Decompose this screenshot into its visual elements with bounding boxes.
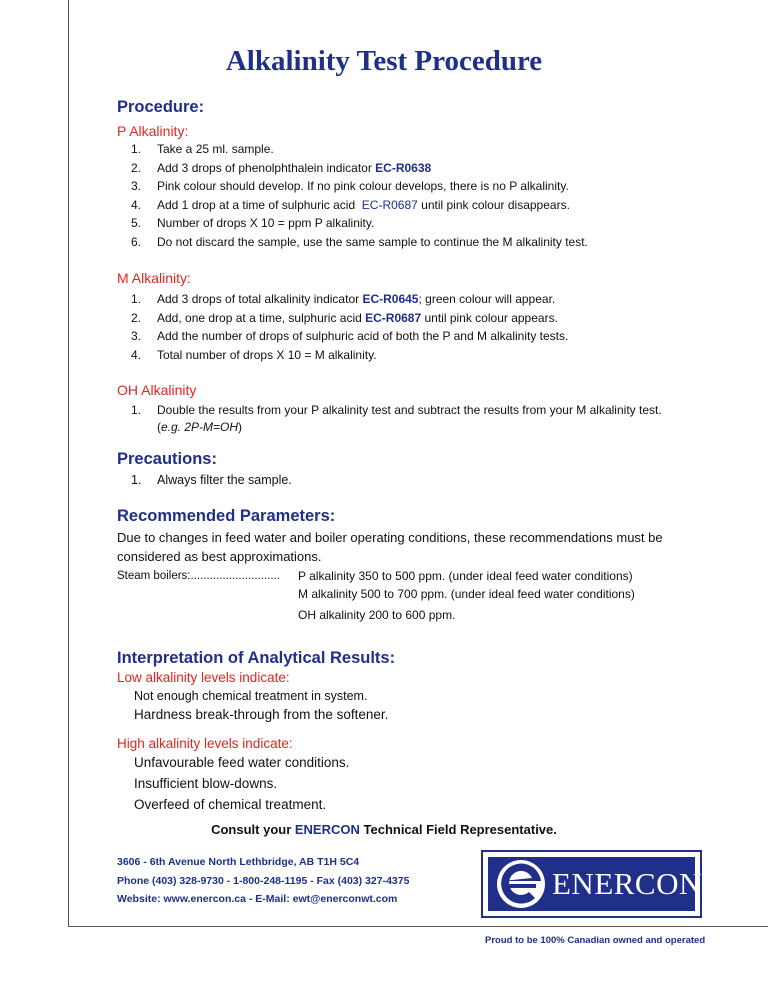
step-number: 4. bbox=[131, 197, 142, 212]
page-title: Alkalinity Test Procedure bbox=[225, 45, 543, 77]
footer-tagline: Proud to be 100% Canadian owned and operated bbox=[485, 935, 706, 946]
list-item bbox=[131, 471, 292, 490]
list-item bbox=[131, 346, 568, 365]
logo-background bbox=[488, 857, 702, 911]
recommended-heading: Recommended Parameters: bbox=[117, 507, 336, 525]
recommended-intro: Due to changes in feed water and boiler operating conditions, these recommendations must be considered as best approximations. bbox=[117, 530, 663, 564]
step-text: Add 3 drops of total alkalinity indicator bbox=[157, 292, 363, 306]
p-alkalinity-steps bbox=[131, 140, 588, 252]
step-text: until pink colour disappears. bbox=[417, 197, 570, 212]
consult-line bbox=[0, 822, 768, 837]
low-alkalinity-item: Hardness break-through from the softener. bbox=[134, 707, 389, 722]
product-code: EC-R0687 bbox=[361, 197, 418, 212]
p-alkalinity-range: P alkalinity 350 to 500 ppm. (under ideal feed water conditions) bbox=[298, 569, 633, 583]
consult-text: Technical Field Representative. bbox=[359, 822, 557, 837]
step-number: 2. bbox=[131, 310, 142, 325]
list-item bbox=[131, 233, 588, 252]
step-number: 1. bbox=[131, 473, 142, 487]
list-item bbox=[131, 159, 588, 178]
step-number: 5. bbox=[131, 216, 142, 231]
oh-alkalinity-steps bbox=[131, 402, 662, 436]
list-item bbox=[131, 140, 588, 159]
step-text: ; green colour will appear. bbox=[418, 292, 556, 306]
list-item bbox=[131, 290, 568, 309]
step-text: until pink colour appears. bbox=[421, 310, 558, 325]
example-paren: ( bbox=[157, 420, 161, 434]
step-number: 1. bbox=[131, 142, 142, 156]
step-number: 3. bbox=[131, 179, 142, 194]
m-alkalinity-range: M alkalinity 500 to 700 ppm. (under ideal feed water conditions) bbox=[298, 587, 635, 601]
precautions-heading: Precautions: bbox=[117, 450, 217, 468]
list-item bbox=[131, 196, 588, 215]
example-formula: e.g. 2P-M=OH bbox=[161, 420, 239, 434]
step-text: Add 1 drop at a time of sulphuric acid bbox=[157, 197, 362, 212]
step-number: 3. bbox=[131, 329, 142, 344]
high-alkalinity-item: Overfeed of chemical treatment. bbox=[134, 797, 327, 812]
step-text: Double the results from your P alkalinity test and subtract the results from your M alkalinity test. bbox=[157, 403, 662, 417]
low-alkalinity-heading: Low alkalinity levels indicate: bbox=[117, 670, 290, 685]
step-text: Always filter the sample. bbox=[157, 473, 292, 487]
step-text: Add 3 drops of phenolphthalein indicator bbox=[157, 160, 376, 175]
steam-boilers-label: Steam boilers:............................ bbox=[117, 570, 280, 582]
procedure-heading: Procedure: bbox=[117, 98, 205, 116]
step-text: Add, one drop at a time, sulphuric acid bbox=[157, 310, 366, 325]
step-text: Pink colour should develop. If no pink colour develops, there is no P alkalinity. bbox=[157, 179, 569, 194]
high-alkalinity-item: Unfavourable feed water conditions. bbox=[134, 755, 350, 770]
product-code: EC-R0645 bbox=[362, 292, 419, 306]
step-text: Take a 25 ml. sample. bbox=[157, 142, 274, 156]
high-alkalinity-heading: High alkalinity levels indicate: bbox=[117, 736, 293, 751]
consult-brand: ENERCON bbox=[294, 822, 360, 837]
example-paren: ) bbox=[238, 420, 243, 434]
low-alkalinity-item: Not enough chemical treatment in system. bbox=[134, 689, 368, 703]
precautions-list bbox=[131, 471, 292, 490]
step-text: Add the number of drops of sulphuric acid of both the P and M alkalinity tests. bbox=[157, 329, 569, 344]
step-number: 4. bbox=[131, 347, 142, 362]
step-number: 1. bbox=[131, 292, 142, 306]
contact-web: Website: www.enercon.ca - E-Mail: ewt@enerconwt.com bbox=[117, 893, 398, 905]
list-item bbox=[131, 309, 568, 328]
enercon-logo bbox=[481, 850, 702, 918]
consult-text: Consult your bbox=[211, 822, 295, 837]
step-text: Number of drops X 10 = ppm P alkalinity. bbox=[157, 216, 375, 231]
product-code: EC-R0687 bbox=[365, 310, 422, 325]
step-number: 1. bbox=[131, 403, 142, 417]
bottom-border-line bbox=[68, 926, 768, 927]
step-number: 2. bbox=[131, 160, 142, 175]
logo-wordmark: ENERCON bbox=[552, 866, 702, 901]
contact-phone: Phone (403) 328-9730 - 1-800-248-1195 - Fax (403) 327-4375 bbox=[117, 875, 410, 887]
oh-alkalinity-range: OH alkalinity 200 to 600 ppm. bbox=[298, 608, 456, 622]
product-code: EC-R0638 bbox=[375, 160, 432, 175]
step-text: Total number of drops X 10 = M alkalinity. bbox=[157, 347, 377, 362]
p-alkalinity-heading: P Alkalinity: bbox=[117, 123, 189, 139]
m-alkalinity-heading: M Alkalinity: bbox=[117, 270, 191, 286]
list-item bbox=[131, 327, 568, 346]
logo-e-icon bbox=[493, 855, 549, 913]
step-text: Do not discard the sample, use the same sample to continue the M alkalinity test. bbox=[157, 234, 588, 249]
interpretation-heading: Interpretation of Analytical Results: bbox=[117, 649, 396, 667]
contact-address: 3606 - 6th Avenue North Lethbridge, AB T1H 5C4 bbox=[117, 856, 360, 868]
left-border-line bbox=[68, 0, 69, 926]
step-number: 6. bbox=[131, 234, 142, 249]
list-item bbox=[131, 177, 588, 196]
m-alkalinity-steps bbox=[131, 290, 568, 364]
list-item bbox=[131, 402, 662, 436]
list-item bbox=[131, 214, 588, 233]
oh-alkalinity-heading: OH Alkalinity bbox=[117, 382, 197, 398]
high-alkalinity-item: Insufficient blow-downs. bbox=[134, 776, 278, 791]
